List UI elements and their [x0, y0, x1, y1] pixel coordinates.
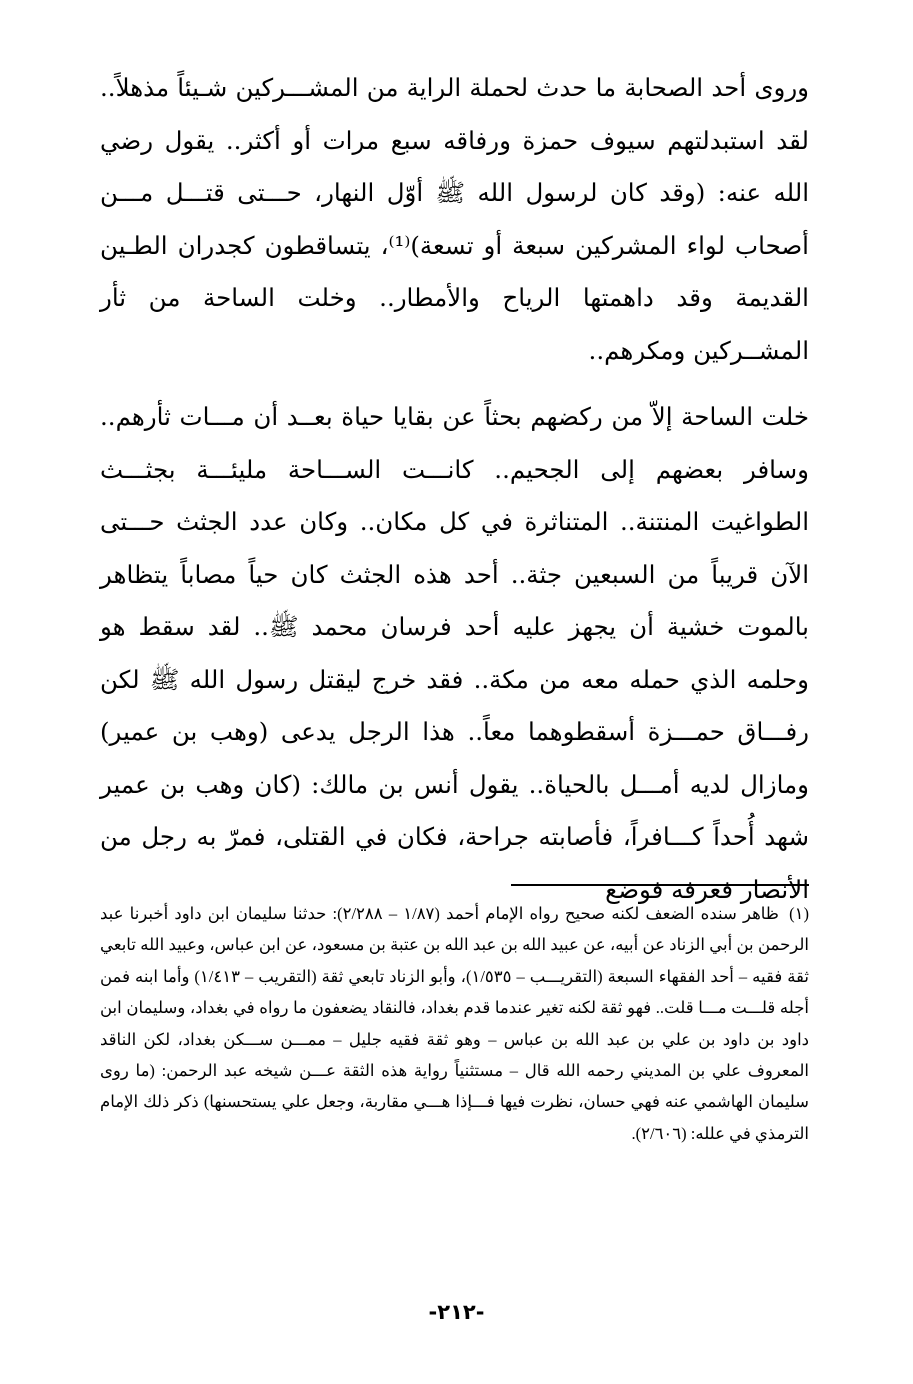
footnote-separator	[511, 884, 809, 886]
footnote-marker: (١)	[789, 904, 809, 923]
paragraph-2: خلت الساحة إلاّ من ركضهم بحثاً عن بقايا حياة بعــد أن مـــات ثأرهم.. وسافر بعضهم إلى الجحيم.. كانـــت الســـاحة مليئـــة بجثـــث الطواغيت المنتنة.. المتناثرة في كل مكان.. وكان عدد الجثث حـــتى الآن قريباً من السبعين جثة.. أحد هذه الجثث كان حياً مصاباً يتظاهر بالموت خشية أن يجهز عليه أحد فرسان محمد ﷺ.. لقد سقط هو وحلمه الذي حمله معه من مكة.. فقد خرج ليقتل رسول الله ﷺ لكن رفـــاق حمـــزة أسقطوهما معاً.. هذا الرجل يدعى (وهب بن عمير) ومازال لديه أمـــل بالحياة.. يقول أنس بن مالك: (كان وهب بن عمير شهد أُحداً كـــافراً، فأصابته جراحة، فكان في القتلى، فمرّ به رجل من الأنصار فعرفه فوضع	[100, 402, 809, 904]
footnote-text: ظاهر سنده الضعف لكنه صحيح رواه الإمام أحمد (١/٨٧ – ٢/٢٨٨): حدثنا سليمان ابن داود أخبرنا عبد الرحمن بن أبي الزناد عن أبيه، عن عبيد الله بن عبد الله بن عتبة بن مسعود، عن ابن عباس، وعبيد الله تابعي ثقة فقيه – أحد الفقهاء السبعة (التقريـــب – ١/٥٣٥)، وأبو الزناد تابعي ثقة (التقريب – ١/٤١٣) وأما ابنه فمن أجله قلـــت مـــا قلت.. فهو ثقة لكنه تغير عندما قدم بغداد، فالنقاد يضعفون ما رواه في بغداد، وسليمان ابن داود بن داود بن علي بن عبد الله بن عباس – وهو ثقة فقيه جليل – ممـــن ســـكن بغداد، لكن الناقد المعروف علي بن المديني رحمه الله قال – مستثنياً رواية هذه الثقة عـــن شيخه عبد الرحمن: (ما روى سليمان الهاشمي عنه فهي حسان، نظرت فيها فـــإذا هـــي مقاربة، وجعل علي يستحسنها) ذكر ذلك الإمام الترمذي في علله: (٢/٦٠٦).	[100, 904, 809, 1143]
main-text	[100, 62, 809, 916]
page-number: -٢١٢-	[428, 1300, 485, 1324]
footnote	[100, 898, 809, 1149]
paragraph-1: وروى أحد الصحابة ما حدث لحملة الراية من المشـــركين شـيئاً مذهلاً.. لقد استبدلتهم سيوف حمزة ورفاقه سبع مرات أو أكثر.. يقول رضي الله عنه: (وقد كان لرسول الله ﷺ أوّل النهار، حـــتى قتـــل مـــن أصحاب لواء المشركين سبعة أو تسعة)⁽¹⁾، يتساقطون كجدران الطـين القديمة وقد داهمتها الرياح والأمطار.. وخلت الساحة من ثأر المشــركين ومكرهم..	[100, 73, 809, 365]
